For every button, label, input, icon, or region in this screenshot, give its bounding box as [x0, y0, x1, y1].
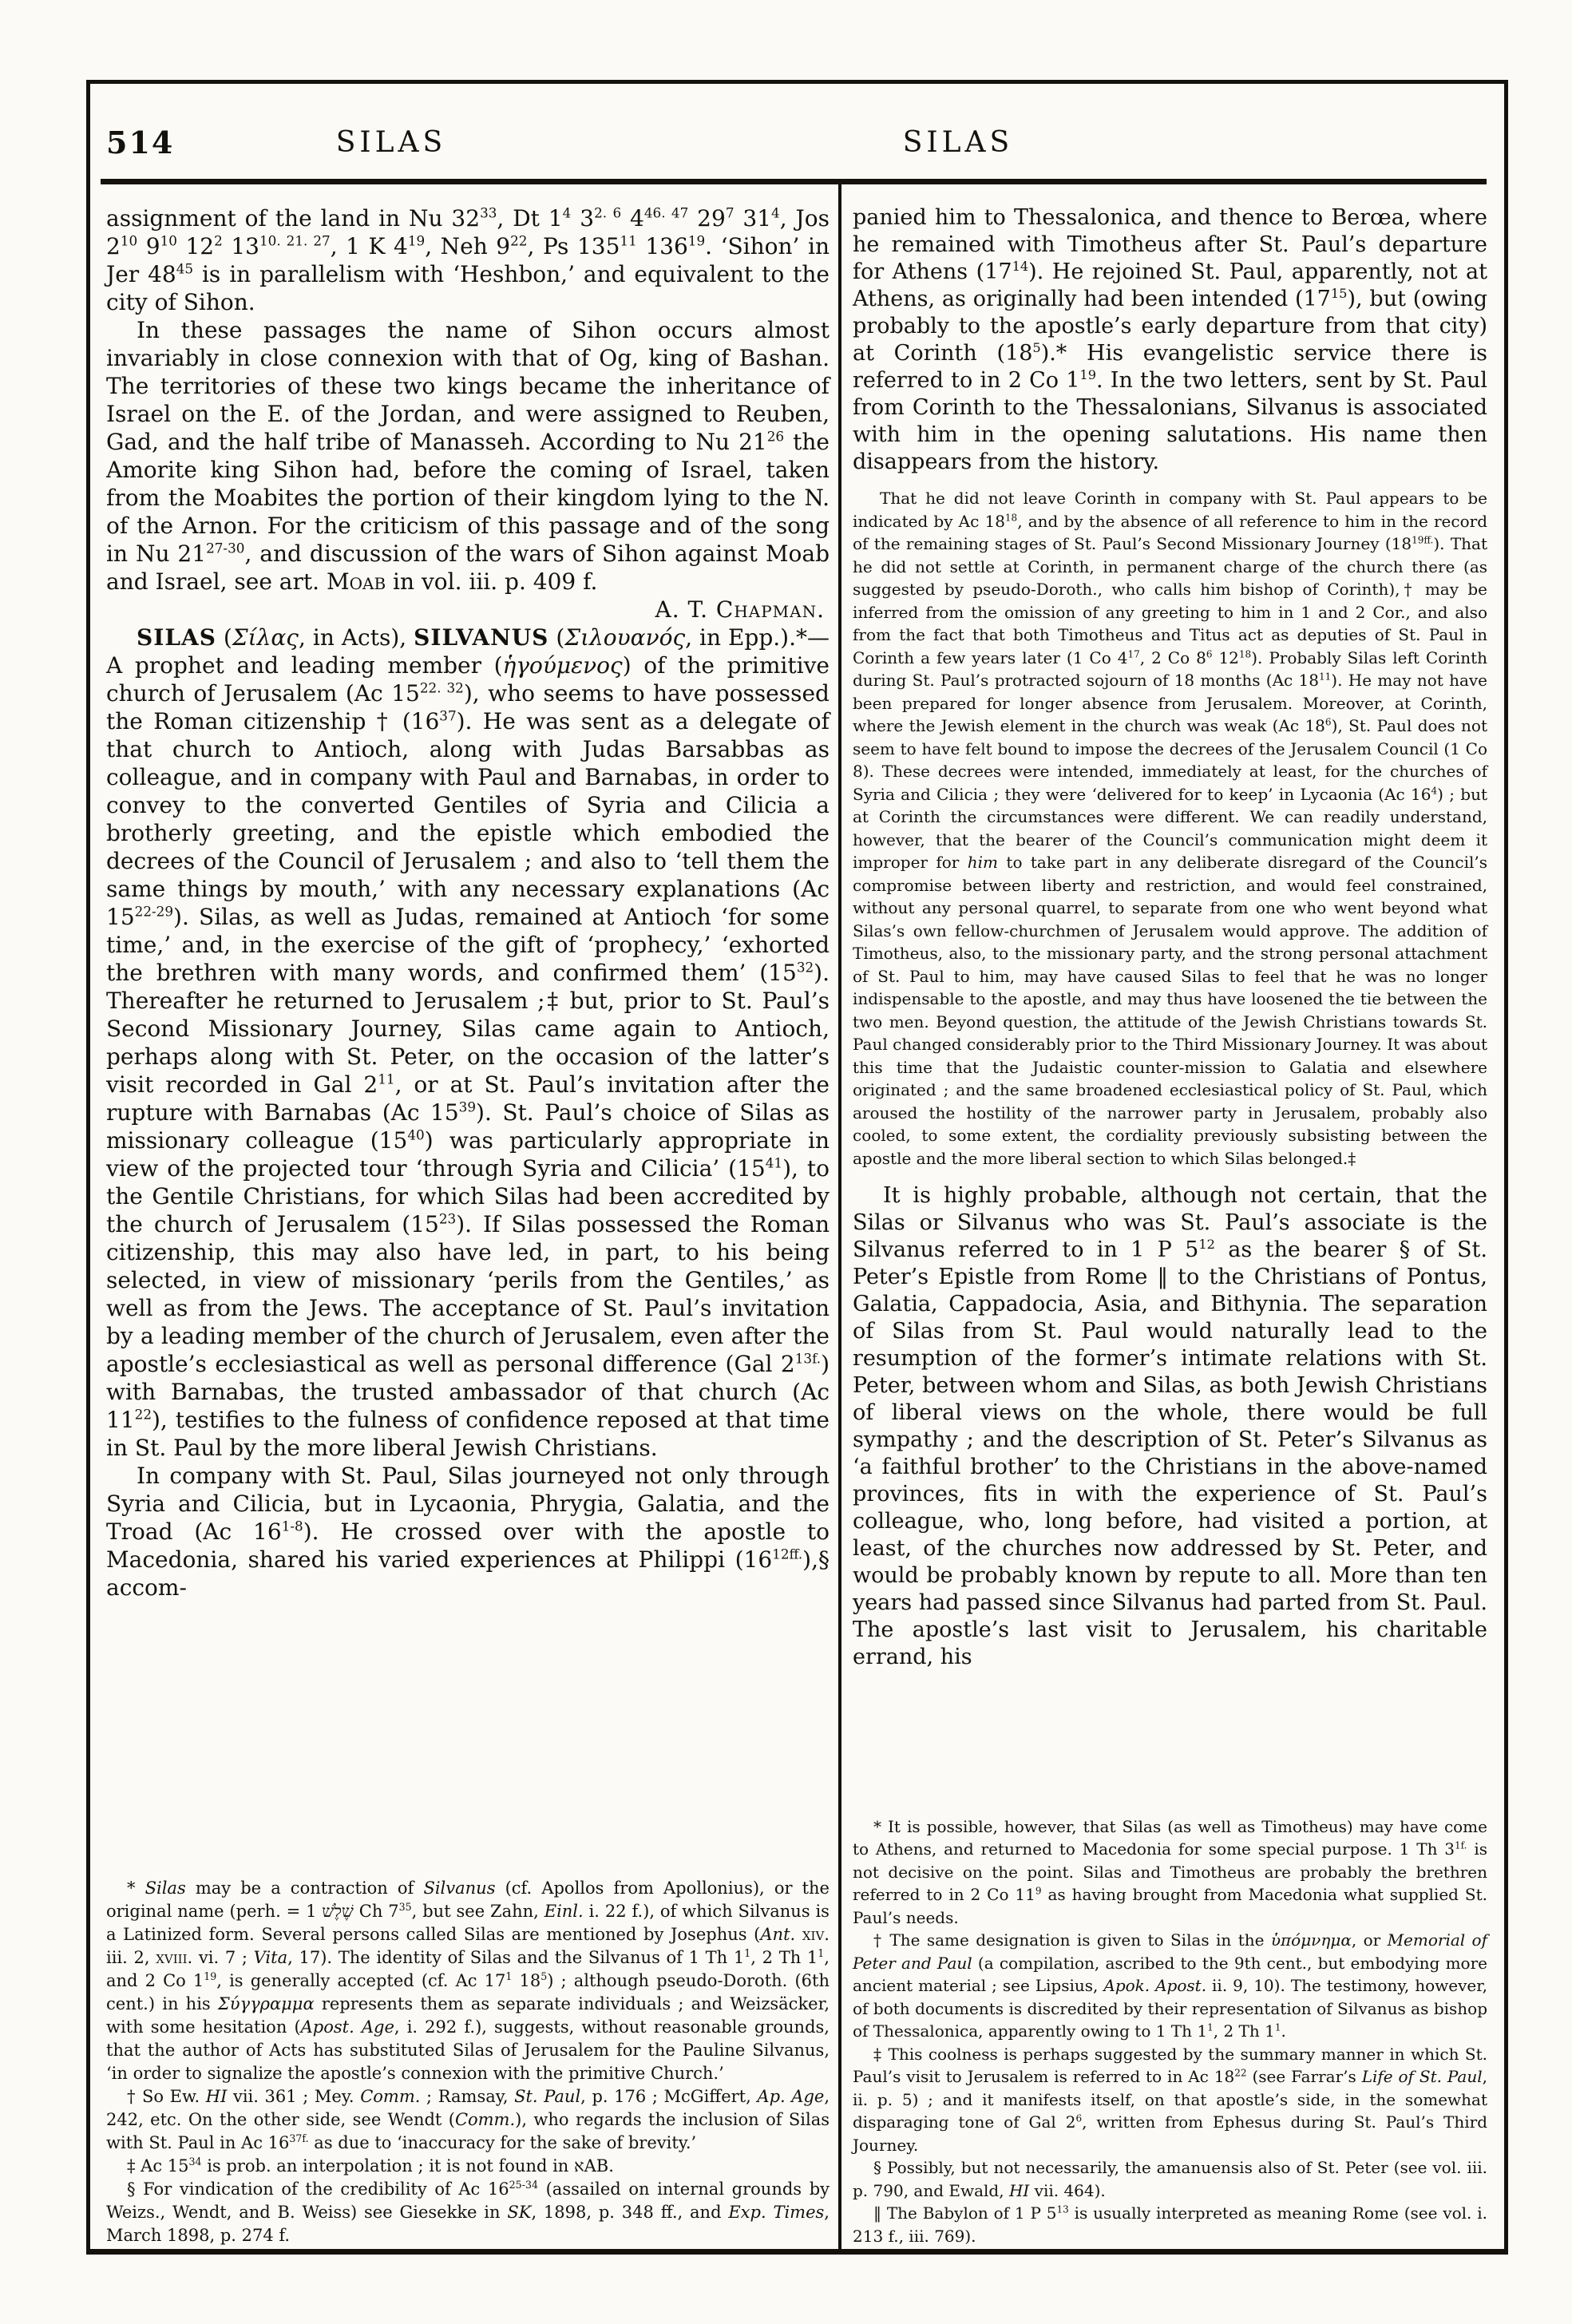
- page-frame-top: [86, 80, 1508, 84]
- author-signature: A. T. Chapman.: [655, 596, 825, 623]
- page-number: 514: [106, 125, 175, 160]
- footnote: ‡ This coolness is perhaps suggested by the summary manner in which St. Paul’s visit to Jerusalem is referred to in Ac $18^{22}$ (see Farrar’s Life of St. Paul, ii. p. 5) ; and it manifests itself, on that apostle’s side, in the somewhat disparaging tone of Gal $2^6$, written from Ephesus during St. Paul’s Third Journey.: [853, 2044, 1487, 2155]
- footnote: * Silas may be a contraction of Silvanus (cf. Apollos from Apollonius), or the original name (perh. = שֶׁלֶשׁ 1 Ch $7^{35}$, but see Zahn, Einl. i. 22 f.), of which Silvanus is a Latinized form. Several persons called Silas are mentioned by Josephus (Ant. xiv. iii. 2, xviii. vi. 7 ; Vita, 17). The identity of Silas and the Silvanus of 1 Th $1^1$, 2 Th $1^1$, and 2 Co $1^{19}$, is generally accepted (cf. Ac $17^1$ $18^5$) ; although pseudo-Doroth. (6th cent.) in his Σύγγραμμα represents them as separate individuals ; and Weizsäcker, with some hesitation (Apost. Age, i. 292 f.), suggests, without reasonable grounds, that the author of Acts has substituted Silas of Jerusalem for the Pauline Silvanus, ‘in order to signalize the apostle’s connexion with the primitive Church.’: [106, 1879, 830, 2083]
- right-column-main-text: [853, 204, 1487, 1671]
- paragraph-continuation: assignment of the land in Nu $32^{33}$, Dt $1^4$ $3^{2. 6}$ $4^{46. 47}$ $29^7$ $31^4$, Jos $2^{10}$ $9^{10}$ $12^2$ $13^{10. 21. 27}$, 1 K $4^{19}$, Neh $9^{22}$, Ps $135^{11}$ $136^{19}$. ‘Sihon’ in Jer $48^{45}$ is in parallelism with ‘Heshbon,’ and equivalent to the city of Sihon.: [106, 204, 830, 315]
- footnote: * It is possible, however, that Silas (as well as Timotheus) may have come to Athens, and returned to Macedonia for some special purpose. 1 Th $3^{1f.}$ is not decisive on the point. Silas and Timotheus are probably the brethren referred to in 2 Co $11^9$ as having brought from Macedonia what supplied St. Paul’s needs.: [853, 1816, 1487, 1927]
- right-column-footnotes: [853, 1815, 1487, 2248]
- paragraph-journey: In company with St. Paul, Silas journeyed not only through Syria and Cilicia, but in Lycaonia, Phrygia, Galatia, and the Troad (Ac 16$^{1-8}$). He crossed over with the apostle to Macedonia, shared his varied experiences at Philippi $(16^{12ff.}),\S$ accom-: [106, 1463, 830, 1601]
- footnote: ‖ The Babylon of 1 P $5^{13}$ is usually interpreted as meaning Rome (see vol. i. 213 f., iii. 769).: [853, 2203, 1487, 2246]
- footnote: § For vindication of the credibility of Ac 16$^{25-34}$ (assailed on internal grounds by Weizs., Wendt, and B. Weiss) see Giesekke in SK, 1898, p. 348 ff., and Exp. Times, March 1898, p. 274 f.: [106, 2179, 830, 2245]
- paragraph-continuation: panied him to Thessalonica, and thence to Berœa, where he remained with Timotheus after St. Paul’s departure for Athens $(17^{14})$. He rejoined St. Paul, apparently, not at Athens, as originally had been intended $(17^{15})$, but (owing probably to the apostle’s early departure from that city) at Corinth $(18^5).*$ His evangelistic service there is referred to in 2 Co $1^{19}$. In the two letters, sent by St. Paul from Corinth to the Thessalonians, Silvanus is associated with him in the opening salutations. His name then disappears from the history.: [853, 205, 1487, 474]
- running-head-left: SILAS: [335, 126, 447, 159]
- page-frame-bottom: [86, 2249, 1508, 2255]
- column-divider: [838, 184, 841, 2249]
- paragraph-silas-entry: SILAS (Σίλας, in Acts), SILVANUS (Σιλουανός, in Epp.).*—A prophet and leading member (ἡγούμενος) of the primitive church of Jerusalem (Ac $15^{22. 32}$), who seems to have possessed the Roman citizenship † $(16^{37})$. He was sent as a delegate of that church to Antioch, along with Judas Barsabbas as colleague, and in company with Paul and Barnabas, in order to convey to the converted Gentiles of Syria and Cilicia a brotherly greeting, and the epistle which embodied the decrees of the Council of Jerusalem ; and also to ‘tell them the same things by mouth,’ with any necessary explanations (Ac 15$^{22-29}$). Silas, as well as Judas, remained at Antioch ‘for some time,’ and, in the exercise of the gift of ‘prophecy,’ ‘exhorted the brethren with many words, and confirmed them’ $(15^{32})$. Thereafter he returned to Jerusalem ;‡ but, prior to St. Paul’s Second Missionary Journey, Silas came again to Antioch, perhaps along with St. Peter, on the occasion of the latter’s visit recorded in Gal $2^{11}$, or at St. Paul’s invitation after the rupture with Barnabas (Ac $15^{39}$). St. Paul’s choice of Silas as missionary colleague $(15^{40})$ was particularly appropriate in view of the projected tour ‘through Syria and Cilicia’ $(15^{41})$, to the Gentile Christians, for which Silas had been accredited by the church of Jerusalem $(15^{23})$. If Silas possessed the Roman citizenship, this may also have led, in part, to his being selected, in view of missionary ‘perils from the Gentiles,’ as well as from the Jews. The acceptance of St. Paul’s invitation by a leading member of the church of Jerusalem, even after the apostle’s ecclesiastical as well as personal difference (Gal $2^{13f.}$) with Barnabas, the trusted ambassador of that church (Ac $11^{22}$), testifies to the fulness of confidence reposed at that time in St. Paul by the more liberal Jewish Christians.: [106, 624, 830, 1461]
- footnote: ‡ Ac $15^{34}$ is prob. an interpolation ; it is not found in אAB.: [127, 2156, 614, 2176]
- page-frame-right: [1504, 80, 1508, 2255]
- footnote: † So Ew. HI vii. 361 ; Mey. Comm. ; Ramsay, St. Paul, p. 176 ; McGiffert, Ap. Age, 242, etc. On the other side, see Wendt (Comm.), who regards the inclusion of Silas with St. Paul in Ac $16^{37f.}$ as due to ‘inaccuracy for the sake of brevity.’: [106, 2087, 830, 2152]
- left-column-main-text: [106, 204, 830, 1601]
- running-head-right: SILAS: [902, 126, 1014, 159]
- paragraph-small-print: That he did not leave Corinth in company with St. Paul appears to be indicated by Ac $18^{18}$, and by the absence of all reference to him in the record of the remaining stages of St. Paul’s Second Missionary Journey $(18^{19ff.})$. That he did not settle at Corinth, in permanent charge of the church there (as suggested by pseudo-Doroth., who calls him bishop of Corinth),† may be inferred from the omission of any greeting to him in 1 and 2 Cor., and also from the fact that both Timotheus and Titus act as deputies of St. Paul in Corinth a few years later (1 Co $4^{17}$, 2 Co $8^6$ $12^{18}$). Probably Silas left Corinth during St. Paul’s protracted sojourn of 18 months (Ac $18^{11}$). He may not have been prepared for longer absence from Jerusalem. Moreover, at Corinth, where the Jewish element in the church was weak (Ac $18^6$), St. Paul does not seem to have felt bound to impose the decrees of the Jerusalem Council (1 Co 8). These decrees were intended, immediately at least, for the churches of Syria and Cilicia ; they were ‘delivered for to keep’ in Lycaonia (Ac $16^4$) ; but at Corinth the circumstances were different. We can readily understand, however, that the bearer of the Council’s communication might deem it improper for him to take part in any deliberate disregard of the Council’s compromise between liberty and restriction, and would feel constrained, without any personal quarrel, to separate from one who went beyond what Silas’s own fellow-churchmen of Jerusalem would approve. The addition of Timotheus, also, to the missionary party, and the strong personal attachment of St. Paul to him, may have caused Silas to feel that he was no longer indispensable to the apostle, and may thus have loosened the tie between the two men. Beyond question, the attitude of the Jewish Christians towards St. Paul changed considerably prior to the Third Missionary Journey. It was about this time that the Judaistic counter-mission to Galatia and elsewhere originated ; and the same broadened ecclesiastical policy of St. Paul, which aroused the hostility of the narrower party in Jerusalem, probably also cooled, to some extent, the cordiality previously subsisting between the apostle and the more liberal section to which Silas belonged.‡: [853, 489, 1488, 1168]
- header-rule: [101, 179, 1487, 184]
- paragraph-probable: It is highly probable, although not certain, that the Silas or Silvanus who was St. Paul’s associate is the Silvanus referred to in 1 P $5^{12}$ as the bearer § of St. Peter’s Epistle from Rome ‖ to the Christians of Pontus, Galatia, Cappadocia, Asia, and Bithynia. The separation of Silas from St. Paul would naturally lead to the resumption of the former’s intimate relations with St. Peter, between whom and Silas, as both Jewish Christians of liberal views on the whole, there would be full sympathy ; and the description of St. Peter’s Silvanus as ‘a faithful brother’ to the Christians in the above-named provinces, fits in with the experience of St. Paul’s colleague, who, long before, had visited a portion, at least, of the churches now addressed by St. Peter, and would be probably known by repute to all. More than ten years had passed since Silvanus had parted from St. Paul. The apostle’s last visit to Jerusalem, his charitable errand, his: [853, 1183, 1487, 1669]
- footnote: † The same designation is given to Silas in the ὑπόμνημα, or Memorial of Peter and Paul (a compilation, ascribed to the 9th cent., but embodying more ancient material ; see Lipsius, Apok. Apost. ii. 9, 10). The testimony, however, of both documents is discredited by their representation of Silvanus as bishop of Thessalonica, apparently owing to 1 Th $1^1$, 2 Th $1^1$.: [853, 1930, 1488, 2041]
- footnote: § Possibly, but not necessarily, the amanuensis also of St. Peter (see vol. iii. p. 790, and Ewald, HI vii. 464).: [853, 2158, 1487, 2200]
- paragraph-sihon: In these passages the name of Sihon occurs almost invariably in close connexion with that of Og, king of Bashan. The territories of these two kings became the inheritance of Israel on the E. of the Jordan, and were assigned to Reuben, Gad, and the half tribe of Manasseh. According to Nu $21^{26}$ the Amorite king Sihon had, before the coming of Israel, taken from the Moabites the portion of their kingdom lying to the N. of the Arnon. For the criticism of this passage and of the song in Nu 21$^{27-30}$, and discussion of the wars of Sihon against Moab and Israel, see art. Moab in vol. iii. p. 409 f.: [106, 317, 830, 595]
- page-frame-left: [86, 80, 90, 2255]
- left-column-footnotes: [106, 1877, 830, 2247]
